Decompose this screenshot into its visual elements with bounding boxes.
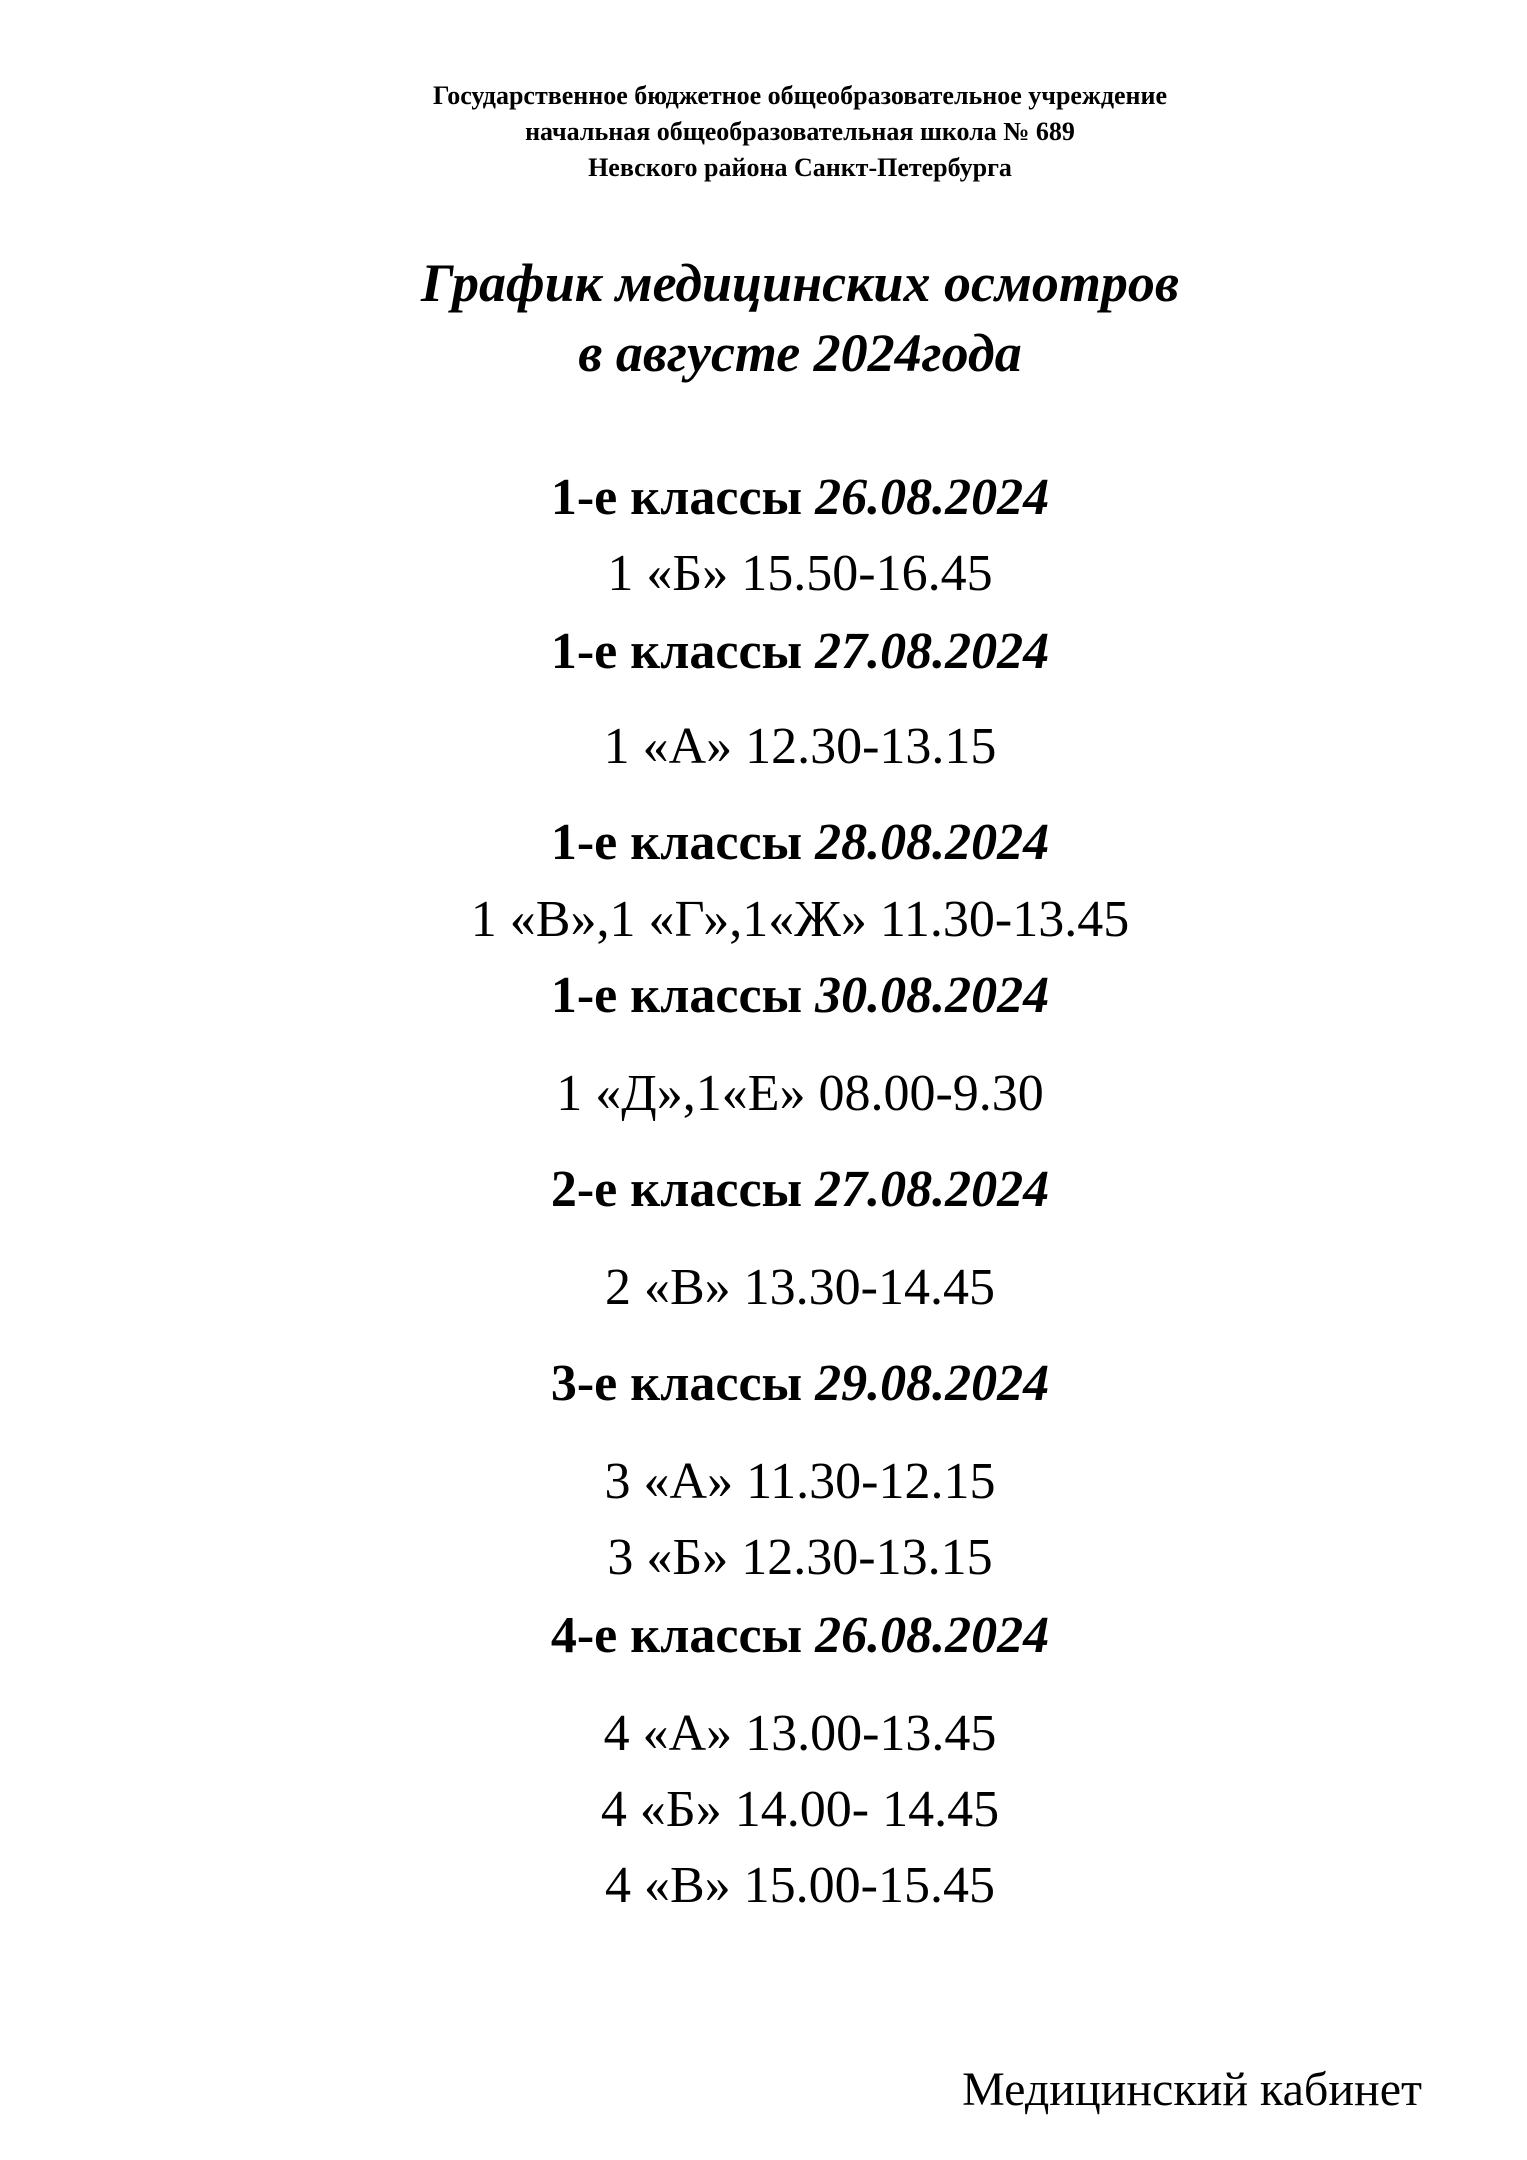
schedule-slot: 1 «В»,1 «Г»,1«Ж» 11.30-13.45: [470, 891, 1130, 948]
schedule-slot: 1 «Д»,1«Е» 08.00-9.30: [556, 1065, 1044, 1122]
group-date: 26.08.2024: [815, 469, 1050, 526]
group-heading: [0, 468, 1527, 528]
header-line-3: Невского района Санкт-Петербурга: [588, 153, 1012, 182]
footer-signature: Медицинский кабинет: [962, 2063, 1422, 2116]
group-label: 4-е классы: [550, 1607, 803, 1664]
group-date: 30.08.2024: [815, 967, 1050, 1024]
schedule-slot: 4 «А» 13.00-13.45: [603, 1705, 997, 1762]
institution-header: [0, 78, 1527, 186]
title-line-1: График медицинских осмотров: [420, 253, 1180, 313]
group-heading: [0, 1606, 1527, 1666]
schedule-slot: 2 «В» 13.30-14.45: [605, 1259, 995, 1316]
group-label: 2-е классы: [550, 1161, 803, 1218]
header-line-2: начальная общеобразовательная школа № 689: [525, 117, 1075, 146]
schedule-slot: 4 «В» 15.00-15.45: [605, 1857, 995, 1914]
group-heading: [0, 1160, 1527, 1220]
header-line-1: Государственное бюджетное общеобразовательное учреждение: [432, 81, 1168, 110]
group-date: 27.08.2024: [815, 1161, 1050, 1218]
group-label: 1-е классы: [550, 967, 803, 1024]
group-heading: [0, 1354, 1527, 1414]
group-heading: [0, 966, 1527, 1026]
document-title: [0, 248, 1527, 388]
schedule-slot: 3 «Б» 12.30-13.15: [607, 1529, 993, 1586]
schedule-slot: 3 «А» 11.30-12.15: [604, 1453, 996, 1510]
group-label: 3-е классы: [550, 1355, 803, 1412]
group-date: 29.08.2024: [815, 1355, 1050, 1412]
group-label: 1-е классы: [550, 469, 803, 526]
group-heading: [0, 622, 1527, 682]
schedule-slot: 4 «Б» 14.00- 14.45: [600, 1781, 1000, 1838]
title-line-2: в августе 2024года: [578, 323, 1022, 383]
group-date: 26.08.2024: [815, 1607, 1050, 1664]
group-date: 28.08.2024: [815, 814, 1050, 871]
schedule-slot: 1 «А» 12.30-13.15: [603, 718, 997, 775]
group-label: 1-е классы: [550, 814, 803, 871]
group-label: 1-е классы: [550, 623, 803, 680]
group-date: 27.08.2024: [815, 623, 1050, 680]
group-heading: [0, 813, 1527, 873]
schedule-slot: 1 «Б» 15.50-16.45: [607, 545, 993, 602]
